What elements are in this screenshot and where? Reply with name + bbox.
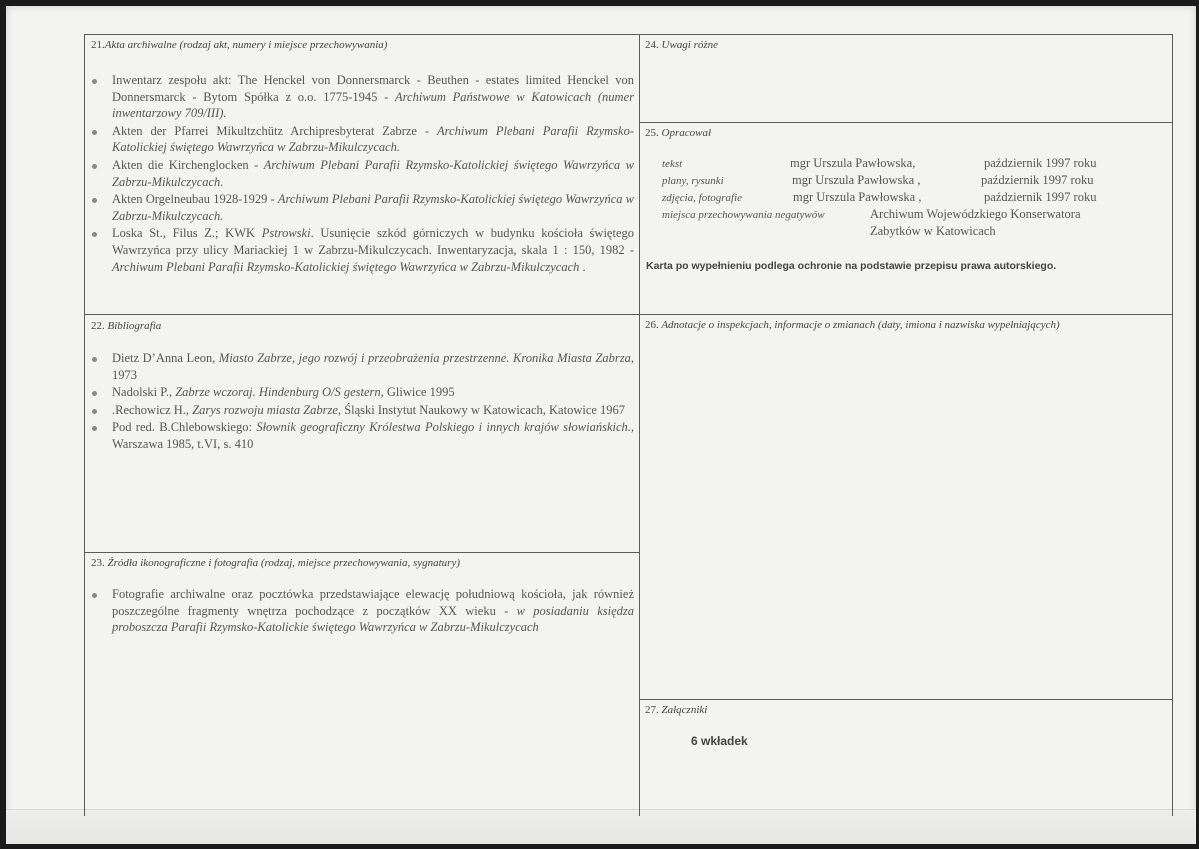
section-27-number: 27. bbox=[645, 704, 659, 716]
list-item: Akten Orgelneubau 1928-1929 - Archiwum Plebani Parafii Rzymsko-Katolickiej świętego Wawrzyńca w Zabrzu-Mikulczycach. bbox=[89, 191, 634, 224]
section-26-label: Adnotacje o inspekcjach, informacje o zmianach (daty, imiona i nazwiska wypełniających) bbox=[661, 319, 1060, 331]
list-item: Akten der Pfarrei Mikultzchütz Archipresbyterat Zabrze - Archiwum Plebani Parafii Rzymsko-Katolickiej świętego Wawrzyńca w Zabrzu-Mikulczycach. bbox=[89, 123, 634, 156]
section-24-label: Uwagi różne bbox=[661, 39, 719, 51]
section-24-number: 24. bbox=[645, 39, 659, 51]
section-23-list bbox=[89, 586, 634, 637]
negatives-location-line2: Zabytków w Katowicach bbox=[870, 224, 996, 238]
section-21-label: Akta archiwalne (rodzaj akt, numery i miejsce przechowywania) bbox=[104, 39, 388, 51]
credit-label-photos: zdjęcia, fotografie bbox=[662, 192, 743, 204]
credit-date-text: październik 1997 roku bbox=[984, 156, 1097, 170]
list-item: Loska St., Filus Z.; KWK Pstrowski. Usunięcie szkód górniczych w budynku kościoła świętego Wawrzyńca przy ulicy Mariackiej 1 w Zabrzu-Mikulczycach. Inwentaryzacja, skala 1 : 150, 1982 - Archiwum Plebani Parafii Rzymsko-Katolickiej świętego Wawrzyńca w Zabrzu-Mikulczycach . bbox=[89, 225, 634, 275]
attachments-count: 6 wkładek bbox=[691, 734, 748, 748]
divider-24-25 bbox=[639, 122, 1173, 123]
credit-date-photos: październik 1997 roku bbox=[984, 190, 1097, 204]
credit-person-plans: mgr Urszula Pawłowska , bbox=[792, 173, 921, 187]
negatives-location-line1: Archiwum Wojewódzkiego Konserwatora bbox=[870, 207, 1081, 221]
divider-22-23 bbox=[84, 552, 640, 553]
list-item: Inwentarz zespołu akt: The Henckel von Donnersmarck - Beuthen - estates limited Henckel von Donnersmarck - Bytom Spółka z o.o. 1775-1945 - Archiwum Państwowe w Katowicach (numer inwentarzowy 709/III). bbox=[89, 72, 634, 122]
section-22-label: Bibliografia bbox=[107, 320, 162, 332]
form-page bbox=[6, 6, 1196, 844]
credit-label-text: tekst bbox=[662, 158, 683, 170]
section-23-number: 23. bbox=[91, 557, 105, 569]
section-23-label: Źródła ikonograficzne i fotografia (rodzaj, miejsce przechowywania, sygnatury) bbox=[107, 557, 460, 569]
section-25-number: 25. bbox=[645, 127, 659, 139]
divider-21-22 bbox=[84, 314, 1173, 315]
section-23-title bbox=[91, 557, 460, 569]
divider-26-27 bbox=[639, 699, 1173, 700]
list-item: Nadolski P., Zabrze wczoraj. Hindenburg O/S gestern, Gliwice 1995 bbox=[89, 384, 634, 401]
list-item: Akten die Kirchenglocken - Archiwum Plebani Parafii Rzymsko-Katolickiej świętego Wawrzyńca w Zabrzu-Mikulczycach. bbox=[89, 157, 634, 190]
section-25-title bbox=[645, 127, 711, 139]
credit-label-plans: plany, rysunki bbox=[662, 175, 724, 187]
list-item: Dietz D’Anna Leon, Miasto Zabrze, jego rozwój i przeobrażenia przestrzenne. Kronika Miasta Zabrza, 1973 bbox=[89, 350, 634, 383]
credits-block bbox=[662, 156, 1167, 246]
section-22-title bbox=[91, 320, 161, 332]
list-item: .Rechowicz H., Zarys rozwoju miasta Zabrze, Śląski Instytut Naukowy w Katowicach, Katowice 1967 bbox=[89, 402, 634, 419]
top-border bbox=[84, 34, 1173, 35]
section-26-title bbox=[645, 319, 1060, 331]
section-22-list bbox=[89, 350, 634, 454]
credit-person-photos: mgr Urszula Pawłowska , bbox=[793, 190, 922, 204]
section-22-number: 22. bbox=[91, 320, 105, 332]
list-item: Pod red. B.Chlebowskiego: Słownik geograficzny Królestwa Polskiego i innych krajów słowiańskich., Warszawa 1985, t.VI, s. 410 bbox=[89, 419, 634, 452]
section-25-label: Opracował bbox=[661, 127, 711, 139]
section-21-list bbox=[89, 72, 634, 276]
section-27-title bbox=[645, 704, 707, 716]
section-21-number: 21. bbox=[91, 39, 105, 51]
section-24-title bbox=[645, 39, 718, 51]
page-edge bbox=[6, 809, 1196, 844]
list-item: Fotografie archiwalne oraz pocztówka przedstawiające elewację południową kościoła, jak również poszczególne fragmenty wnętrza pochodzące z początków XX wieku - w posiadaniu księdza proboszcza Parafii Rzymsko-Katolickie świętego Wawrzyńca w Zabrzu-Mikulczycach bbox=[89, 586, 634, 636]
section-21-title bbox=[91, 39, 387, 51]
left-border bbox=[84, 34, 85, 816]
copyright-note: Karta po wypełnieniu podlega ochronie na podstawie przepisu prawa autorskiego. bbox=[646, 260, 1057, 272]
credit-person-text: mgr Urszula Pawłowska, bbox=[790, 156, 916, 170]
credit-date-plans: październik 1997 roku bbox=[981, 173, 1094, 187]
negatives-label: miejsca przechowywania negatywów bbox=[662, 209, 825, 221]
section-27-label: Załączniki bbox=[661, 704, 708, 716]
section-26-number: 26. bbox=[645, 319, 659, 331]
